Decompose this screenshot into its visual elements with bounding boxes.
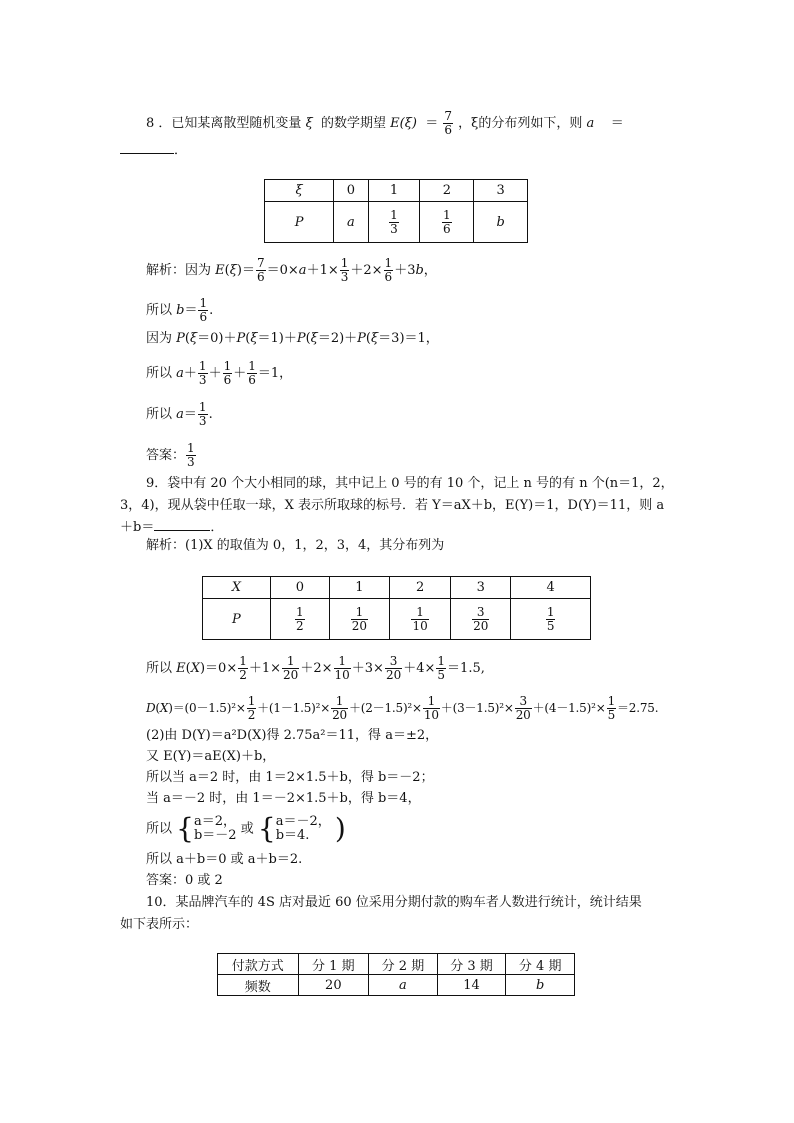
q8-answer: 答案： $\frac{1}{3}$ xyxy=(146,441,195,469)
q8-statement: 8 ．已知某离散型随机变量 ξ 的数学期望 E(ξ) ＝ $\frac{7}{6}$ ，ξ的分布列如下，则 a ＝ xyxy=(146,109,624,137)
q8-solution-line-2: 所以 b＝ $\frac{1}{6}$ . xyxy=(146,296,214,324)
q8-answer-blank-line: ． xyxy=(120,143,187,159)
q8-solution-line-4: 所以 a＋ $\frac{1}{3}$ ＋ $\frac{1}{6}$ ＋ $\frac{1}{6}$ ＝1， xyxy=(146,359,293,387)
q8-cell-third: $\frac{1}{3}$ xyxy=(368,202,420,243)
q9-solution-intro: 解析：(1)X 的取值为 0，1，2，3，4，其分布列为 xyxy=(146,538,445,553)
q9-solution-step-2: (2)由 D(Y)＝a²D(X)得 2.75a²＝11，得 a＝±2， xyxy=(146,728,439,743)
answer-blank[interactable] xyxy=(154,530,210,531)
q10-line-2: 如下表所示： xyxy=(120,917,199,932)
q9-line-2: 3，4)，现从袋中任取一球，X 表示所取球的标号．若 Y＝aX＋b，E(Y)＝1，D(Y)＝11，则 a xyxy=(120,498,665,513)
q9-solution-step-3: 又 E(Y)＝aE(X)＋b， xyxy=(146,749,276,764)
q8-solution-line-3: 因为 P(ξ＝0)＋P(ξ＝1)＋P(ξ＝2)＋P(ξ＝3)＝1， xyxy=(146,331,439,346)
q9-distribution-table: X 0 1 2 3 4 P $\frac{1}{2}$ $\frac{1}{20}$ $\frac{1}{10}$ $\frac{3}{20}$ $\frac{1}{5}$ xyxy=(202,576,591,640)
q10-line-1: 10．某品牌汽车的 4S 店对最近 60 位采用分期付款的购车者人数进行统计，统计结果 xyxy=(146,895,642,910)
q8-number: 8 xyxy=(146,116,155,131)
q9-expectation: 所以 E(X)＝0× $\frac{1}{2}$ ＋1× $\frac{1}{20}$ ＋2× $\frac{1}{10}$ ＋3× $\frac{3}{20}$ ＋4× $\frac{1}{5}$ ＝1.5, xyxy=(146,654,485,682)
q8-cell-sixth: $\frac{1}{6}$ xyxy=(420,202,474,243)
q9-solution-step-6: 所以 { a＝2， b＝－2 或 { a＝－2， b＝4. ) xyxy=(146,812,346,845)
answer-blank[interactable] xyxy=(120,153,174,154)
q9-line-1: 9．袋中有 20 个大小相同的球，其中记上 0 号的有 10 个，记上 n 号的有 n 个(n＝1，2， xyxy=(146,476,674,491)
q9-line-3: ＋b＝ ． xyxy=(120,520,224,535)
q9-solution-step-5: 当 a＝－2 时，由 1＝－2×1.5＋b，得 b＝4， xyxy=(146,791,421,806)
q8-distribution-table: ξ 0 1 2 3 P a $\frac{1}{3}$ $\frac{1}{6}$ b xyxy=(264,179,528,243)
q9-solution-step-7: 所以 a＋b＝0 或 a＋b＝2. xyxy=(146,852,303,867)
q8-solution-line-5: 所以 a＝ $\frac{1}{3}$ . xyxy=(146,400,213,428)
q10-payment-table: 付款方式 分 1 期 分 2 期 分 3 期 分 4 期 频数 20 a 14 b xyxy=(217,953,575,996)
q9-variance: D(X)＝(0－1.5)²× $\frac{1}{2}$ ＋(1－1.5)²× $\frac{1}{20}$ ＋(2－1.5)²× $\frac{1}{10}$ ＋(3－1.5)²× $\frac{3}{20}$ ＋(4－1.5)²× $\frac{1}{5}$ ＝2.75. xyxy=(146,694,659,722)
q8-solution-line-1: 解析：因为 E(ξ)＝ $\frac{7}{6}$ ＝0×a＋1× $\frac{1}{3}$ ＋2× $\frac{1}{6}$ ＋3b， xyxy=(146,256,437,284)
q9-answer: 答案：0 或 2 xyxy=(146,873,223,888)
q9-solution-step-4: 所以当 a＝2 时，由 1＝2×1.5＋b，得 b＝－2； xyxy=(146,770,434,785)
q8-fraction: $\frac{7}{6}$ xyxy=(444,109,453,137)
